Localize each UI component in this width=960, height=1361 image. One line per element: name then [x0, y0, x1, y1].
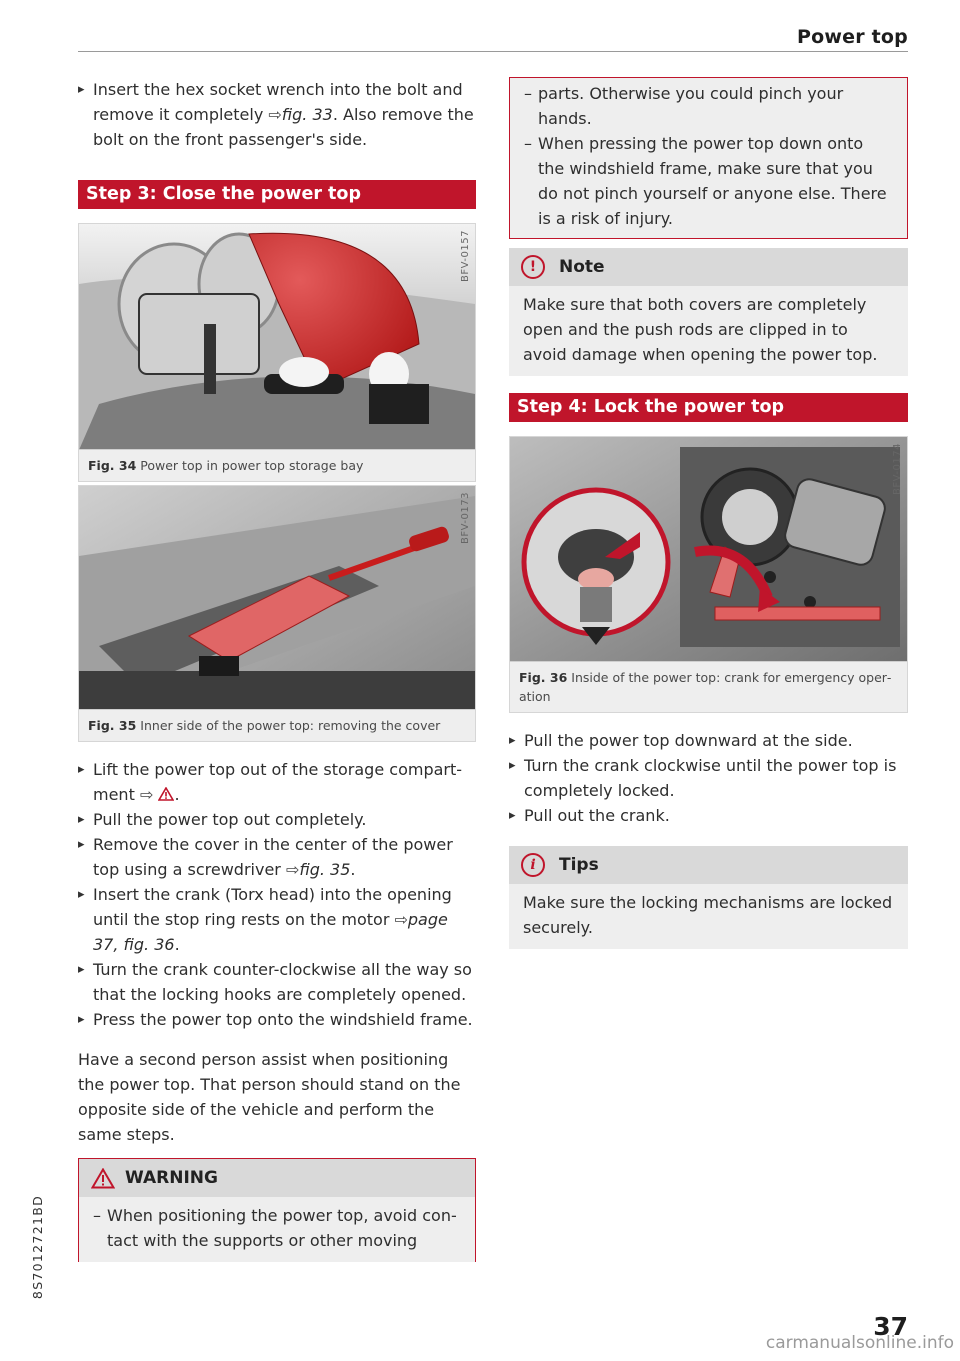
page-number: 37 [873, 1312, 908, 1341]
bullet-item: ▸ Press the power top onto the windshield frame. [78, 1007, 476, 1032]
arrow-ref-icon: ⇨ [394, 910, 408, 929]
intro-bullet-list [78, 77, 476, 152]
warning-continued [509, 77, 908, 239]
bullet-item: ▸ Pull the power top out completely. [78, 807, 476, 832]
figure-36-image [510, 437, 907, 662]
warning-box [78, 1158, 476, 1262]
note-exclamation-icon: ! [521, 255, 545, 279]
warning-body [79, 1197, 475, 1262]
header-rule [78, 51, 908, 52]
bullet-item: ▸ Pull out the crank. [509, 803, 908, 828]
page-header-title: Power top [797, 26, 908, 48]
note-box [509, 248, 908, 376]
cover-removal-illustration [79, 486, 475, 710]
step3-bullet-list [78, 757, 476, 1032]
figure-34-image [79, 224, 475, 450]
document-code: 8S7012721BD [30, 1195, 45, 1300]
figure-36-caption: Fig. 36 Inside of the power top: crank for emergency operation [519, 670, 892, 704]
warning-triangle-icon[interactable] [158, 785, 174, 804]
step4-heading: Step 4: Lock the power top [509, 393, 908, 422]
bullet-item: ▸ Turn the crank clockwise until the power top is completely locked. [509, 753, 908, 803]
figure-35-image [79, 486, 475, 710]
crank-illustration [510, 437, 907, 662]
note-title: Note [559, 257, 605, 277]
bullet-item: ▸ Remove the cover in the center of the power top using a screwdriver ⇨fig. 35. [78, 832, 476, 882]
step4-bullet-list [509, 728, 908, 828]
arrow-ref-icon: ⇨ [139, 785, 154, 804]
fig-reference-link[interactable]: fig. 33 [281, 105, 333, 124]
arrow-ref-icon: ⇨ [268, 105, 282, 124]
tips-box [509, 846, 908, 949]
power-top-storage-illustration [79, 224, 475, 450]
warning-header [79, 1159, 475, 1197]
note-body: Make sure that both covers are completely open and the push rods are clipped in to avoid damage when opening the power top. [523, 295, 878, 364]
figure-34 [78, 223, 476, 482]
arrow-ref-icon: ⇨ [285, 860, 300, 879]
warning-item: – When positioning the power top, avoid contact with the supports or other moving [79, 1203, 461, 1253]
note-header [509, 248, 908, 286]
step3-heading: Step 3: Close the power top [78, 180, 476, 209]
warning-item: – When pressing the power top down onto the windshield frame, make sure that you do not pinch yourself or anyone else. There is a risk of injury. [510, 131, 893, 231]
fig-reference-link[interactable]: fig. 35 [299, 860, 351, 879]
bullet-item: ▸ Insert the crank (Torx head) into the opening until the stop ring rests on the motor ⇨page 37, fig. 36. [78, 882, 476, 957]
figure-34-code: BFV-0157 [460, 230, 471, 282]
bullet-item: ▸ Pull the power top downward at the side. [509, 728, 908, 753]
figure-34-caption: Fig. 34 Power top in power top storage bay [88, 458, 364, 473]
assist-paragraph: Have a second person assist when positioning the power top. That person should stand on the opposite side of the vehicle and perform the same steps. [78, 1050, 461, 1144]
figure-36-code: BFV-0174 [892, 443, 903, 495]
figure-36 [509, 436, 908, 713]
watermark: carmanualsonline.info [765, 1333, 954, 1353]
warning-triangle-icon [91, 1168, 115, 1189]
bullet-item: ▸ Lift the power top out of the storage compartment ⇨ . [78, 757, 476, 807]
figure-35-code: BFV-0173 [460, 492, 471, 544]
page-reference-link[interactable]: page 37, fig. 36 [93, 910, 448, 954]
info-icon: i [521, 853, 545, 877]
tips-title: Tips [559, 855, 599, 875]
tips-header [509, 846, 908, 884]
bullet-item: ▸ Turn the crank counter-clockwise all the way so that the locking hooks are completely opened. [78, 957, 476, 1007]
warning-title: WARNING [125, 1168, 218, 1188]
figure-35-caption: Fig. 35 Inner side of the power top: removing the cover [88, 718, 441, 733]
warning-item-continued: – parts. Otherwise you could pinch your hands. [510, 81, 893, 131]
figure-35 [78, 485, 476, 742]
intro-bullet: ▸ Insert the hex socket wrench into the bolt and remove it completely ⇨fig. 33. Also remove the bolt on the front passenger's side. [78, 77, 476, 152]
tips-body: Make sure the locking mechanisms are locked securely. [523, 893, 893, 937]
